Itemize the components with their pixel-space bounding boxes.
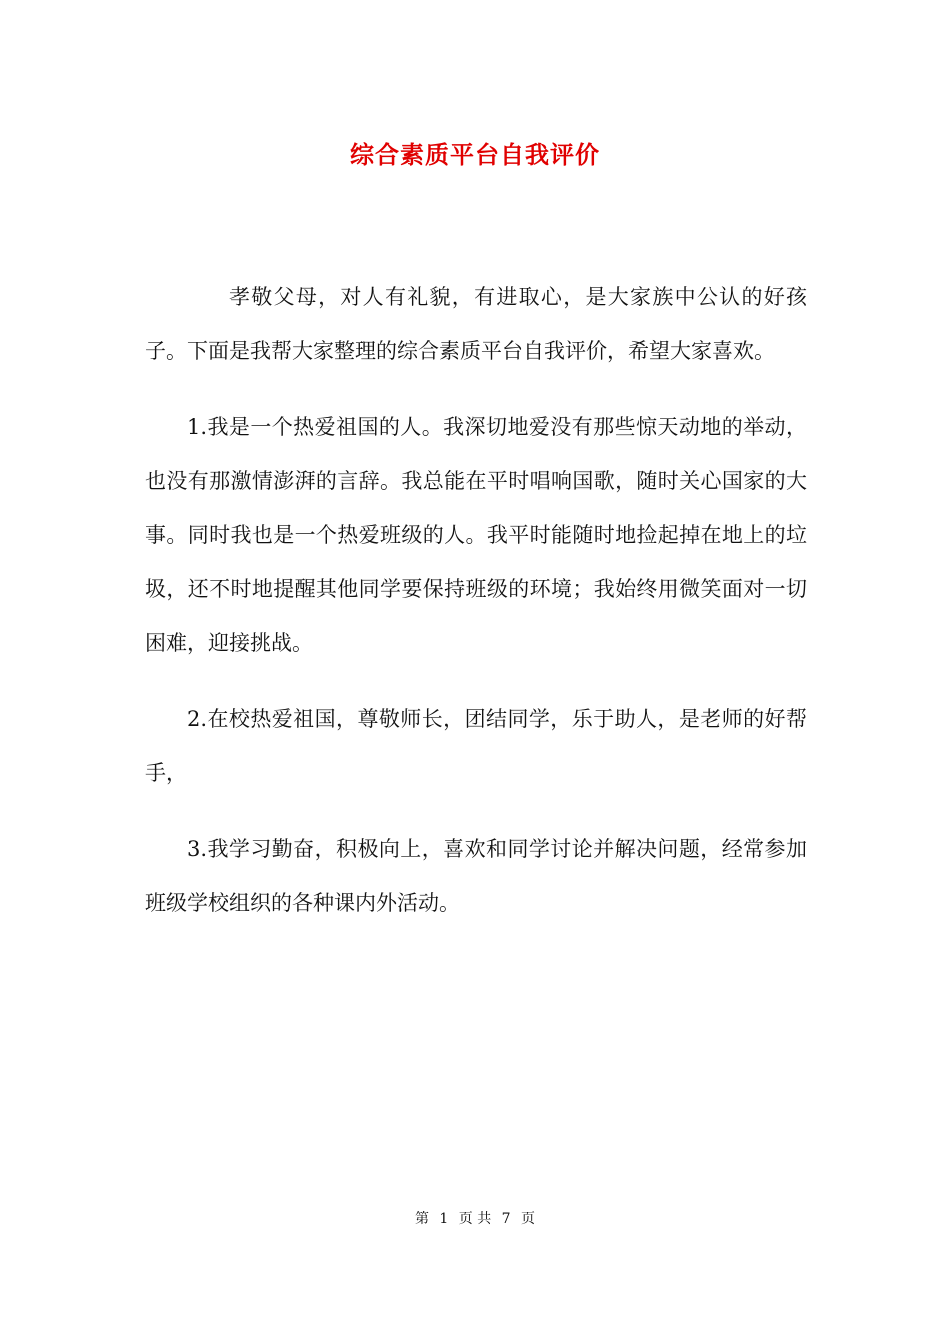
document-title: 综合素质平台自我评价 (350, 140, 600, 169)
total-pages-number: 7 (501, 1211, 511, 1227)
paragraph-item-2: 2.在校热爱祖国，尊敬师长，团结同学，乐于助人，是老师的好帮手， (145, 707, 807, 785)
paragraph-item-3: 3.我学习勤奋，积极向上，喜欢和同学讨论并解决问题，经常参加班级学校组织的各种课内外活动。 (145, 837, 807, 915)
intro-paragraph: 孝敬父母，对人有礼貌，有进取心，是大家族中公认的好孩子。下面是我帮大家整理的综合素质平台自我评价，希望大家喜欢。 (145, 285, 807, 363)
page-label-prefix: 第 (414, 1211, 429, 1227)
page-label-suffix: 页 (521, 1211, 536, 1227)
current-page-number: 1 (439, 1211, 449, 1227)
document-body (145, 270, 807, 952)
paragraph-item-1: 1.我是一个热爱祖国的人。我深切地爱没有那些惊天动地的举动，也没有那激情澎湃的言辞。我总能在平时唱响国歌，随时关心国家的大事。同时我也是一个热爱班级的人。我平时能随时地捡起掉在地上的垃圾，还不时地提醒其他同学要保持班级的环境；我始终用微笑面对一切困难，迎接挑战。 (145, 415, 807, 655)
page-label-mid: 页 共 (458, 1211, 492, 1227)
page-footer (0, 1208, 950, 1228)
